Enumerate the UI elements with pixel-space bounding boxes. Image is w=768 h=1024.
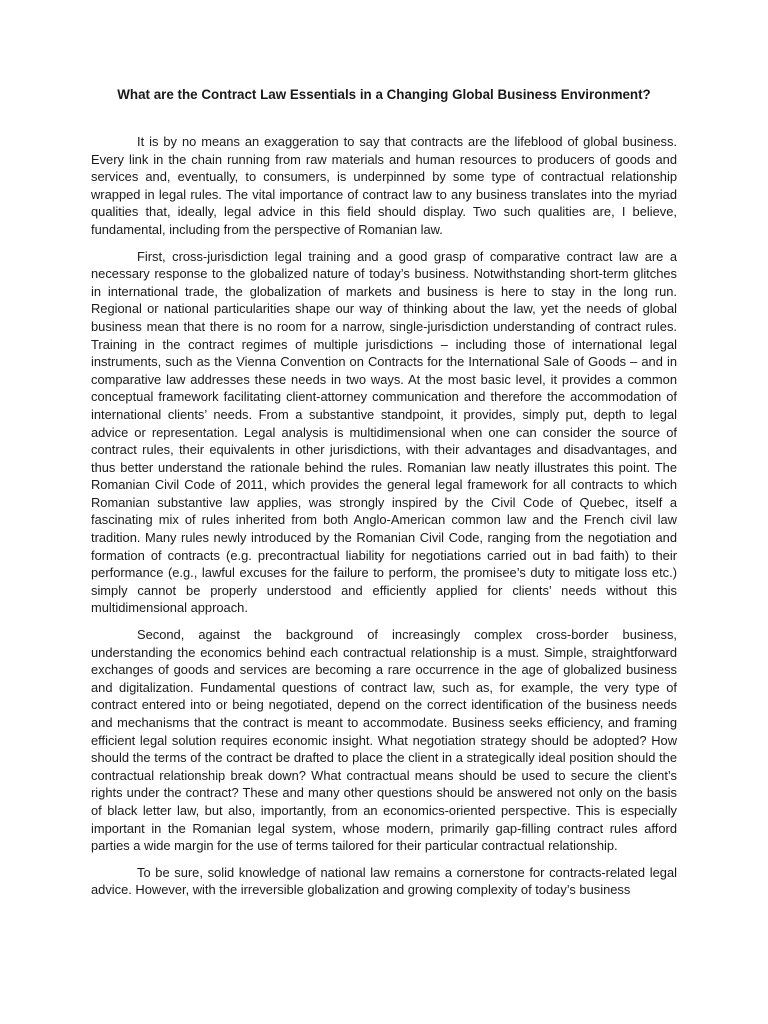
document-title: What are the Contract Law Essentials in a Changing Global Business Environment?: [117, 87, 651, 102]
paragraph-intro: It is by no means an exaggeration to say that contracts are the lifeblood of global business. Every link in the chain running from raw materials and human resources to producers of goods and services and, eventually, to consumers, is underpinned by some type of contractual relationship wrapped in legal rules. The vital importance of contract law to any business translates into the myriad qualities that, ideally, legal advice in this field should display. Two such qualities are, I believe, fundamental, including from the perspective of Romanian law.: [91, 134, 677, 237]
paragraph-second-quality: Second, against the background of increasingly complex cross-border business, understanding the economics behind each contractual relationship is a must. Simple, straightforward exchanges of goods and services are becoming a rare occurrence in the age of globalized business and digitalization. Fundamental questions of contract law, such as, for example, the very type of contract entered into or being negotiated, depend on the correct identification of the business needs and mechanisms that the contract is meant to accommodate. Business seeks efficiency, and framing efficient legal solution requires economic insight. What negotiation strategy should be adopted? How should the terms of the contract be drafted to place the client in a strategically ideal position should the contractual relationship break down? What contractual means should be used to secure the client’s rights under the contract? These and many other questions should be answered not only on the basis of black letter law, but also, importantly, from an economics-oriented perspective. This is especially important in the Romanian legal system, whose modern, primarily gap-filling contract rules afford parties a wide margin for the use of terms tailored for their particular contractual relationship.: [91, 627, 677, 854]
paragraph-conclusion: To be sure, solid knowledge of national law remains a cornerstone for contracts-related legal advice. However, with the irreversible globalization and growing complexity of today’s business: [91, 864, 677, 898]
paragraph-first-quality: First, cross-jurisdiction legal training and a good grasp of comparative contract law are a necessary response to the globalized nature of today’s business. Notwithstanding short-term glitches in international trade, the globalization of markets and business is here to stay in the long run. Regional or national particularities shape our way of thinking about the law, yet the needs of global business mean that there is no room for a narrow, single-jurisdiction understanding of contract rules. Training in the contract regimes of multiple jurisdictions – including those of international legal instruments, such as the Vienna Convention on Contracts for the International Sale of Goods – and in comparative law addresses these needs in two ways. At the most basic level, it provides a common conceptual framework facilitating client-attorney communication and therefore the accommodation of international clients’ needs. From a substantive standpoint, it provides, simply put, depth to legal advice or representation. Legal analysis is multidimensional when one can consider the source of contract rules, their equivalents in other jurisdictions, with their advantages and disadvantages, and thus better understand the rationale behind the rules. Romanian law neatly illustrates this point. The Romanian Civil Code of 2011, which provides the general legal framework for all contracts to which Romanian substantive law applies, was strongly inspired by the Civil Code of Quebec, itself a fascinating mix of rules inherited from both Anglo-American common law and the French civil law tradition. Many rules newly introduced by the Romanian Civil Code, ranging from the negotiation and formation of contracts (e.g. precontractual liability for negotiations carried out in bad faith) to their performance (e.g., lawful excuses for the failure to perform, the promisee’s duty to mitigate loss etc.) simply cannot be properly understood and efficiently applied for clients’ needs without this multidimensional approach.: [91, 248, 677, 616]
